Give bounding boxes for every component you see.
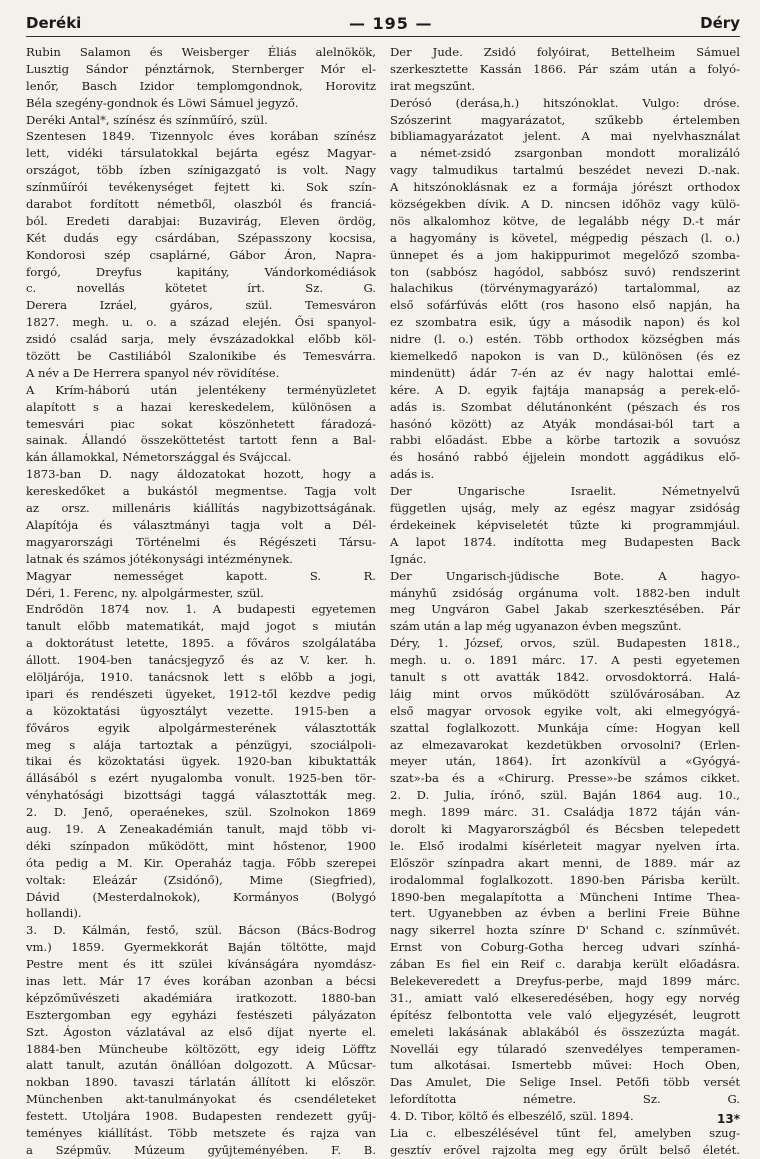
text-line: A lapot 1874. indította meg Budapesten Back [390, 534, 740, 549]
text-line: halachikus (törvénymagyarázó) tartalommal, az [390, 281, 740, 296]
text-line: Először színpadra akart menni, de 1889. már az [390, 855, 740, 870]
text-line: kiemelkedő napokon is van D., különösen (és ez [390, 349, 740, 364]
text-line: szám után a lap még ugyanazon évben megszűnt. [390, 619, 682, 634]
text-line: Szentesen 1849. Tizennyolc éves korában színész [26, 129, 376, 144]
text-line: temesvári piac sokat köszönhetett fáradozá- [26, 416, 376, 431]
text-line: déki színpadon működött, mint hőstenor, 1900 [26, 838, 376, 853]
text-line: képzőművészeti akadémiára iratkozott. 1880-ban [26, 990, 376, 1005]
text-line: a doktorátust letette, 1895. a főváros szolgálatába [26, 636, 376, 651]
text-line: 2. D. Julia, írónő, szül. Baján 1864 aug. 10., [390, 788, 740, 803]
text-line: főváros egyik alpolgármesterének választották [26, 720, 376, 735]
text-line: Kondorosi szép csaplárné, Gábor Áron, Napra- [26, 247, 376, 262]
text-line: Deréki Antal*, színész és színműíró, szül. [26, 112, 268, 127]
text-line: Der Ungarisch-jüdische Bote. A hagyo- [390, 568, 740, 583]
text-line: Két dudás egy csárdában, Szépasszony kocsisa, [26, 230, 376, 245]
text-line: adás is. [390, 467, 435, 482]
text-line: szat»-ba és a «Chirurg. Presse»-be számos cikket. [390, 771, 740, 786]
text-line: 1827. megh. u. o. a század elején. Ősi spanyol- [26, 315, 376, 330]
text-line: rabbi előadást. Ebbe a körbe tartozik a sovuósz [390, 433, 740, 448]
text-line: nidre (l. o.) estén. Több orthodox községben más [390, 332, 740, 347]
text-line: lefordította németre. Sz. G. [390, 1092, 740, 1107]
text-line: a Szépműv. Múzeum gyűjteményében. F. B. [26, 1142, 376, 1157]
text-line: első sofárfúvás előtt (ros hasono első napján, ha [390, 298, 740, 313]
text-line: voltak: Eleázár (Zsidónő), Mime (Siegfried), [26, 872, 376, 887]
text-line: állott. 1904-ben tanácsjegyző és az V. ker. h. [26, 653, 376, 668]
text-line: A név a De Herrera spanyol név rövidítése. [26, 365, 280, 380]
text-line: vagy talmudikus tartalmú beszédet nevezi D.-nak. [390, 163, 740, 178]
text-line: független ujság, mely az egész magyar zsidóság [390, 501, 740, 516]
text-line: A hitszónoklásnak ez a formája jórészt orthodox [390, 180, 740, 195]
text-line: Szt. Ágoston vázlatával az első díjat nyerte el. [26, 1024, 376, 1039]
text-line: láig mint orvos működött szülővárosában. Az [390, 686, 740, 701]
header-right-headword: Déry [700, 14, 740, 32]
text-line: zsidó család sarja, mely évszázadokkal előbb köl- [26, 332, 376, 347]
text-line: 31., amiatt való elkeseredésében, hogy egy norvég [390, 990, 740, 1005]
text-line: tum alkotásai. Ismertebb művei: Hoch Oben, [390, 1058, 740, 1073]
text-line: dorolt ki Magyarországból és Bécsben telepedett [390, 821, 740, 836]
text-line: latnak és számos jótékonysági intézménynek. [26, 551, 293, 566]
text-line: Rubin Salamon és Weisberger Éliás alelnökök, [26, 45, 376, 59]
text-line: ez szombatra esik, úgy a második napon) és kol [390, 315, 740, 330]
text-line: tözött be Castiliából Szalonikibe és Temesvárra. [26, 349, 376, 364]
text-line: 1873-ban D. nagy áldozatokat hozott, hogy a [26, 467, 376, 482]
text-line: meg Ungváron Gabel Jakab szerkesztésében. Pár [390, 602, 740, 617]
text-line: lenőr, Basch Izidor templomgondnok, Horovitz [26, 78, 376, 93]
text-line: Déri, 1. Ferenc, ny. alpolgármester, szül. [26, 585, 264, 600]
text-line: a hagyomány is követel, mégpedig pészach (l. o.) [390, 230, 740, 245]
text-line: meg s alája tartoztak a pénzügyi, szociálpoli- [26, 737, 376, 752]
text-line: c. novellás kötetet írt. Sz. G. [26, 281, 376, 296]
text-line: nokban 1890. tavaszi tárlatán állított ki először. [26, 1075, 376, 1090]
text-line: községekben dívik. A D. nincsen időhöz vagy külö- [390, 197, 740, 212]
text-line: aug. 19. A Zeneakadémián tanult, majd több vi- [26, 821, 376, 836]
text-line: kereskedőket a bukástól megmentse. Tagja volt [26, 484, 376, 499]
page-number: — 195 — [348, 13, 433, 33]
text-line: inas lett. Már 17 éves korában azonban a bécsi [26, 973, 376, 988]
text-line: sainak. Állandó összeköttetést tartott fenn a Bal- [26, 433, 376, 448]
text-line: Endrődön 1874 nov. 1. A budapesti egyetemen [26, 602, 376, 617]
text-line: országot, több ízben színigazgató is volt. Nagy [26, 163, 376, 178]
text-line: hollandi). [26, 906, 82, 921]
text-line: Dávid (Mesterdalnokok), Kormányos (Bolygó [26, 889, 376, 904]
text-line: meyer után, 1864). Írt azonkívül a «Gyógyá- [390, 754, 740, 769]
text-line: irat megszűnt. [390, 78, 476, 93]
text-line: lett, vidéki társulatokkal bejárta egész Magyar- [26, 146, 376, 161]
text-line: Lusztig Sándor pénztárnok, Sternberger Mór el- [26, 61, 376, 76]
text-line: alatt tanult, azután önállóan dolgozott. A Műcsar- [26, 1058, 376, 1073]
text-line: festett. Utoljára 1908. Budapesten rendezett gyűj- [26, 1109, 376, 1124]
text-line: a német-zsidó zsargonban mondott moralizáló [390, 146, 740, 161]
text-line: teményes kiállítást. Több metszete és rajza van [26, 1126, 376, 1140]
text-line: bibliamagyarázatot jelent. A mai nyelvhasználat [390, 129, 740, 144]
text-line: kán államokkal, Németországgal és Svájccal. [26, 450, 292, 465]
text-line: darabot fordított németből, olaszból és franciá- [26, 197, 376, 212]
text-line: az orsz. millenáris kiállítás nagybizottságának. [26, 501, 376, 516]
text-line: le. Első irodalmi kísérleteit magyar nyelven írta. [390, 838, 740, 853]
text-line: gesztív erővel rajzolta meg egy őrült belső életét. [390, 1142, 740, 1157]
text-line: tikai és közoktatási ügyek. 1920-ban kibuktatták [26, 754, 376, 769]
text-line: Belekeveredett a Dreyfus-perbe, majd 1899 márc. [390, 973, 740, 988]
text-line: zában Es fiel ein Reif c. darabja került előadásra. [390, 957, 740, 972]
text-line: szerkesztette Kassán 1866. Pár szám után a folyó- [390, 61, 740, 76]
text-line: ipari és rendészeti ügyeket, 1912-től kezdve pedig [26, 686, 376, 701]
text-line: Ignác. [390, 551, 427, 566]
text-line: ból. Eredeti darabjai: Buzavirág, Eleven ördög, [26, 213, 376, 228]
text-line: 2. D. Jenő, operaénekes, szül. Szolnokon 1869 [26, 805, 376, 820]
text-line: Lia c. elbeszélésével tűnt fel, amelyben szug- [390, 1126, 740, 1140]
text-line: állásából s ezért nyugalomba vonult. 1925-ben tör- [26, 771, 376, 786]
text-line: a közoktatási ügyosztályt vezette. 1915-ben a [26, 703, 376, 718]
text-line: forgó, Dreyfus kapitány, Vándorkomédiások [26, 264, 376, 279]
text-line: megh. 1899 márc. 31. Családja 1872 táján ván- [390, 805, 740, 820]
text-line: megh. u. o. 1891 márc. 17. A pesti egyetemen [390, 653, 740, 668]
text-line: mányhű zsidóság orgánuma volt. 1882-ben indult [390, 585, 740, 600]
text-line: Déry, 1. József, orvos, szül. Budapesten 1818., [390, 636, 740, 651]
text-line: építész felbontotta vele való eljegyzését, leugrott [390, 1007, 740, 1022]
text-line: vm.) 1859. Gyermekkorát Baján töltötte, majd [26, 940, 376, 955]
text-line: 4. D. Tibor, költő és elbeszélő, szül. 1894. [390, 1109, 634, 1124]
running-header [26, 10, 740, 37]
text-line: nös alkalomhoz kötve, de legalább négy D.-t már [390, 213, 740, 228]
text-line: érdekeinek képviseletét tűzte ki programmjául. [390, 517, 740, 532]
text-line: mindenütt) ádár 7-én az év nagy halottai emlé- [390, 365, 740, 380]
text-line: Der Ungarische Israelit. Németnyelvű [390, 484, 740, 499]
text-line: Das Amulet, Die Selige Insel. Petőfi több versét [390, 1075, 740, 1090]
text-line: Esztergomban egy egyházi festészeti pályázaton [26, 1007, 376, 1022]
text-line: szattal foglalkozott. Munkája címe: Hogyan kell [390, 720, 740, 735]
text-line: Münchenben akt-tanulmányokat és csendéleteket [26, 1092, 376, 1107]
text-line: ünnepet és a jom hakippurimot megelőző szomba- [390, 247, 740, 262]
text-line: adás is. Szombat délutánonként (pészach és ros [390, 399, 740, 414]
text-line: az elmezavarokat kezdetükben orvosolni? (Erlen- [390, 737, 740, 752]
text-line: 3. D. Kálmán, festő, szül. Bácson (Bács-Bodrog [26, 923, 376, 938]
text-line: Pestre ment és itt szülei kívánságára nyomdász- [26, 957, 376, 972]
text-line: Derósó (derása,h.) hitszónoklat. Vulgo: dróse. [390, 95, 740, 110]
text-line: első magyar orvosok egyike volt, aki elmegyógyá- [390, 703, 740, 718]
text-line: Ernst von Coburg-Gotha herceg udvari színhá- [390, 940, 740, 955]
text-line: tert. Ugyanebben az évben a berlini Freie Bühne [390, 906, 740, 921]
text-line: Béla szegény-gondnok és Löwi Sámuel jegyző. [26, 95, 299, 110]
left-column [26, 44, 376, 1157]
header-left-headword: Deréki [26, 14, 82, 32]
text-line: 1884-ben Müncheube költözött, egy ideig Löfftz [26, 1041, 376, 1056]
signature-mark: 13* [717, 1112, 740, 1126]
text-line: 1890-ben megalapította a Müncheni Intime Thea- [390, 889, 740, 904]
text-line: vényhatósági bizottsági taggá választották meg. [26, 788, 376, 803]
text-line: magyarországi Történelmi és Régészeti Társu- [26, 534, 376, 549]
text-line: irodalommal foglalkozott. 1890-ben Párisba került. [390, 872, 740, 887]
text-line: alapított s a hazai kereskedelem, különösen a [26, 399, 376, 414]
text-line: nagy sikerrel hozta színre D' Schand c. színművét. [390, 923, 740, 938]
text-line: kére. A D. egyik fajtája manapság a perek-elő- [390, 382, 740, 397]
text-line: Novellái egy túlaradó szenvedélyes temperamen- [390, 1041, 740, 1056]
text-line: tanult s ott avatták 1842. orvosdoktorrá. Halá- [390, 669, 740, 684]
text-line: Der Jude. Zsidó folyóirat, Bettelheim Sámuel [390, 45, 740, 59]
text-line: Szószerint magyarázatot, szűkebb értelemben [390, 112, 740, 127]
text-line: Magyar nemességet kapott. S. R. [26, 568, 376, 583]
text-line: hasónó között) az Atyák mondásai-ból tart a [390, 416, 740, 431]
text-line: Derera Izráel, gyáros, szül. Temesváron [26, 298, 376, 313]
text-line: színműírói tevékenységet fejtett ki. Sok szín- [26, 180, 376, 195]
text-line: ton (sabbósz hagódol, sabbósz suvó) rendszerint [390, 264, 740, 279]
text-line: óta pedig a M. Kir. Operaház tagja. Főbb szerepei [26, 855, 376, 870]
text-line: A Krím-háború után jelentékeny terményüzletet [26, 382, 376, 397]
text-line: Alapítója és választmányi tagja volt a Dél- [26, 517, 376, 532]
text-line: emeleti lakásának ablakából és összezúzta magát. [390, 1024, 740, 1039]
text-line: és hosánó rabbó éjjelein mondott aggádikus elő- [390, 450, 740, 465]
text-line: elöljárója, 1910. tanácsnok lett s előbb a jogi, [26, 669, 376, 684]
text-line: tanult előbb matematikát, majd jogot s miután [26, 619, 376, 634]
